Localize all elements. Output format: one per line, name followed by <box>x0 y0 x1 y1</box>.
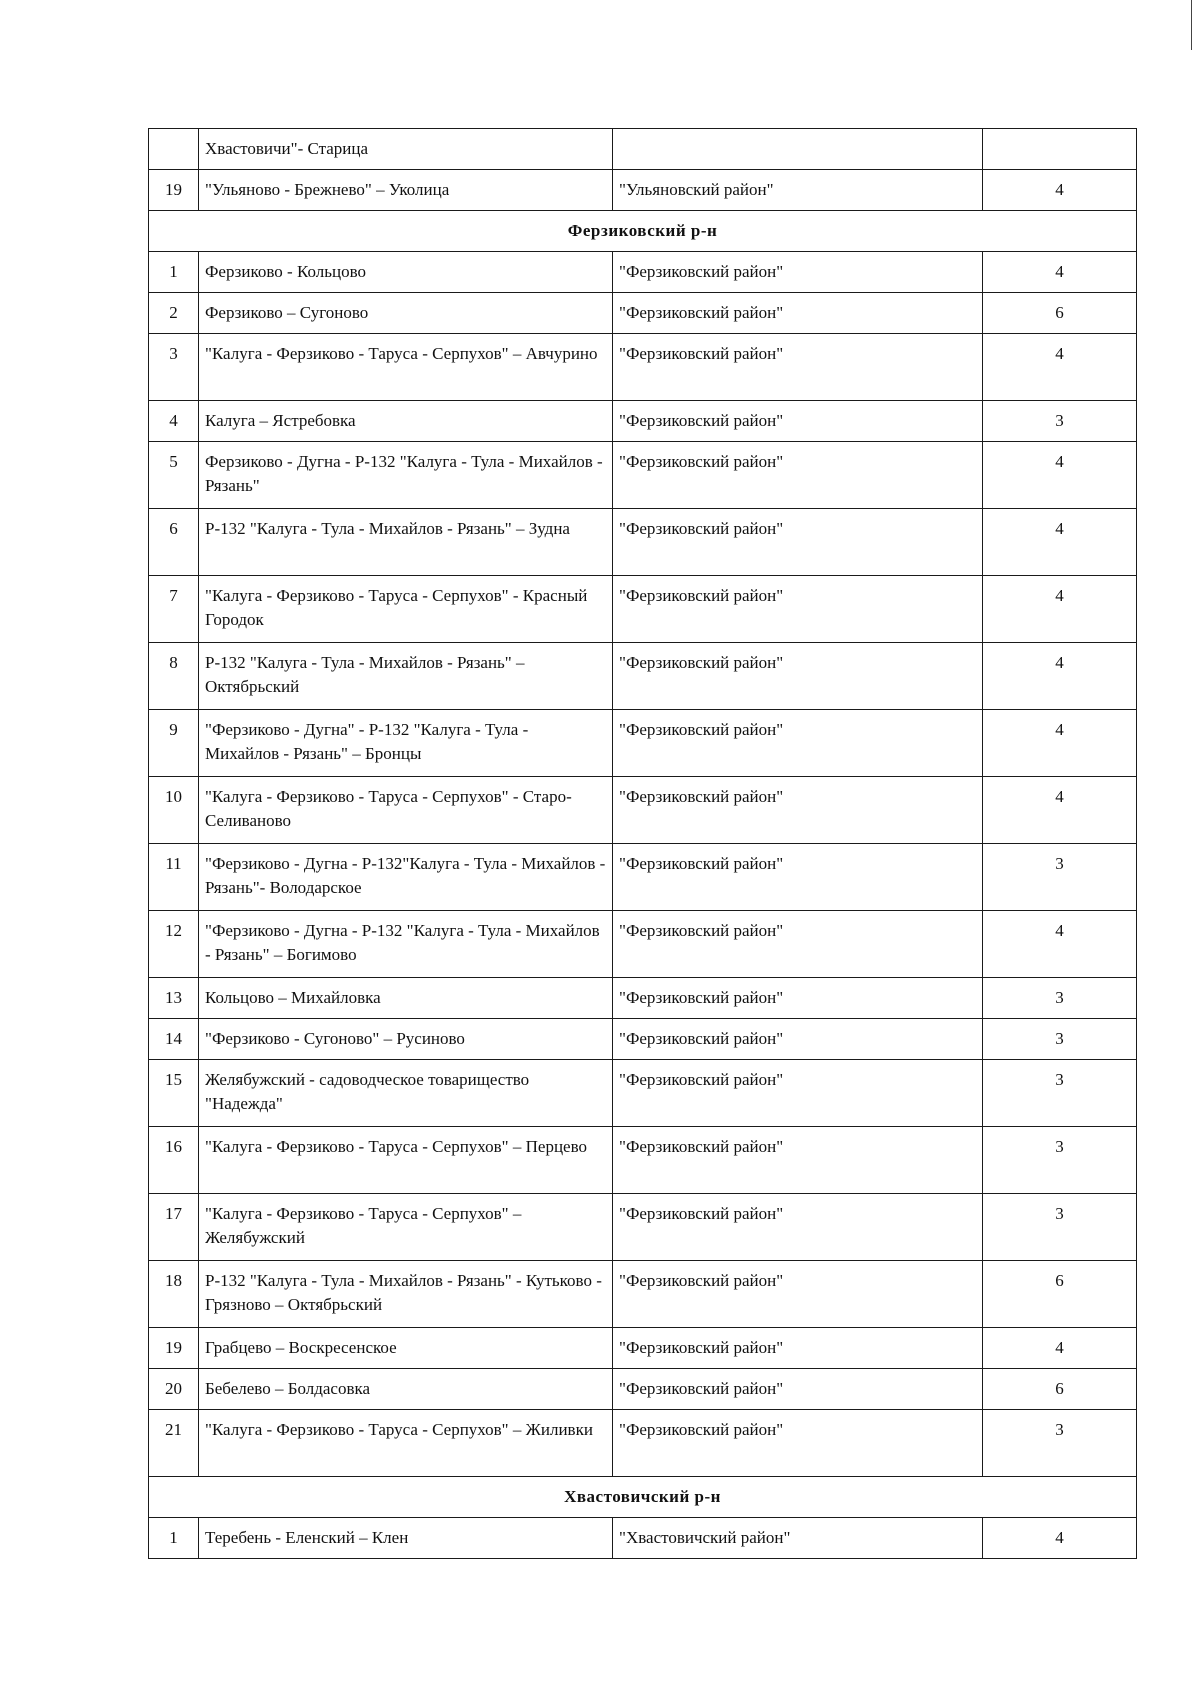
row-number-cell: 1 <box>149 252 199 293</box>
table-row <box>149 293 1137 334</box>
owner-cell: "Ферзиковский район" <box>613 1410 983 1477</box>
route-name-cell: "Калуга - Ферзиково - Таруса - Серпухов" – Жиливки <box>199 1410 613 1477</box>
table-row <box>149 1410 1137 1477</box>
table-row <box>149 252 1137 293</box>
row-number-cell: 8 <box>149 643 199 710</box>
owner-cell: "Ферзиковский район" <box>613 576 983 643</box>
value-cell: 3 <box>983 1194 1137 1261</box>
value-cell: 6 <box>983 1261 1137 1328</box>
table-row <box>149 334 1137 401</box>
owner-cell: "Ферзиковский район" <box>613 1127 983 1194</box>
value-cell: 3 <box>983 1019 1137 1060</box>
route-name-cell: "Ферзиково - Сугоново" – Русиново <box>199 1019 613 1060</box>
route-name-cell: "Калуга - Ферзиково - Таруса - Серпухов" – Авчурино <box>199 334 613 401</box>
row-number-cell: 12 <box>149 911 199 978</box>
row-number-cell: 17 <box>149 1194 199 1261</box>
page-edge-line <box>1191 0 1192 50</box>
row-number-cell: 13 <box>149 978 199 1019</box>
table-row <box>149 978 1137 1019</box>
value-cell: 3 <box>983 401 1137 442</box>
owner-cell: "Ферзиковский район" <box>613 1369 983 1410</box>
route-name-cell: Грабцево – Воскресенское <box>199 1328 613 1369</box>
value-cell: 4 <box>983 643 1137 710</box>
row-number-cell: 6 <box>149 509 199 576</box>
row-number-cell: 9 <box>149 710 199 777</box>
section-header-row <box>149 211 1137 252</box>
table-row <box>149 911 1137 978</box>
row-number-cell: 5 <box>149 442 199 509</box>
row-number-cell: 18 <box>149 1261 199 1328</box>
route-name-cell: "Ферзиково - Дугна - Р-132 "Калуга - Тула - Михайлов - Рязань" – Богимово <box>199 911 613 978</box>
table-row <box>149 442 1137 509</box>
row-number-cell: 20 <box>149 1369 199 1410</box>
value-cell: 3 <box>983 844 1137 911</box>
roads-table <box>148 128 1137 1559</box>
value-cell: 4 <box>983 334 1137 401</box>
table-row <box>149 1194 1137 1261</box>
row-number-cell <box>149 129 199 170</box>
route-name-cell: Р-132 "Калуга - Тула - Михайлов - Рязань" – Октябрьский <box>199 643 613 710</box>
table-row <box>149 643 1137 710</box>
owner-cell: "Ферзиковский район" <box>613 1328 983 1369</box>
table-row <box>149 1261 1137 1328</box>
value-cell: 4 <box>983 911 1137 978</box>
table-row <box>149 844 1137 911</box>
value-cell: 4 <box>983 509 1137 576</box>
section-title: Хвастовичский р-н <box>149 1477 1137 1518</box>
value-cell: 4 <box>983 1328 1137 1369</box>
route-name-cell: "Ульяново - Брежнево" – Уколица <box>199 170 613 211</box>
row-number-cell: 3 <box>149 334 199 401</box>
value-cell: 3 <box>983 1127 1137 1194</box>
row-number-cell: 16 <box>149 1127 199 1194</box>
table-row <box>149 129 1137 170</box>
owner-cell: "Ферзиковский район" <box>613 293 983 334</box>
value-cell: 4 <box>983 777 1137 844</box>
owner-cell: "Ферзиковский район" <box>613 978 983 1019</box>
value-cell: 4 <box>983 1518 1137 1559</box>
table-row <box>149 710 1137 777</box>
owner-cell <box>613 129 983 170</box>
table-row <box>149 1328 1137 1369</box>
route-name-cell: Р-132 "Калуга - Тула - Михайлов - Рязань" – Зудна <box>199 509 613 576</box>
table-row <box>149 1019 1137 1060</box>
value-cell: 6 <box>983 293 1137 334</box>
value-cell: 3 <box>983 978 1137 1019</box>
row-number-cell: 19 <box>149 170 199 211</box>
row-number-cell: 19 <box>149 1328 199 1369</box>
owner-cell: "Ферзиковский район" <box>613 1194 983 1261</box>
route-name-cell: Бебелево – Болдасовка <box>199 1369 613 1410</box>
route-name-cell: Р-132 "Калуга - Тула - Михайлов - Рязань" - Кутьково - Грязново – Октябрьский <box>199 1261 613 1328</box>
owner-cell: "Ферзиковский район" <box>613 252 983 293</box>
route-name-cell: Хвастовичи"- Старица <box>199 129 613 170</box>
value-cell: 4 <box>983 576 1137 643</box>
value-cell: 4 <box>983 710 1137 777</box>
roads-table-body <box>149 129 1137 1559</box>
row-number-cell: 10 <box>149 777 199 844</box>
owner-cell: "Ферзиковский район" <box>613 844 983 911</box>
owner-cell: "Ферзиковский район" <box>613 509 983 576</box>
owner-cell: "Ферзиковский район" <box>613 1060 983 1127</box>
table-row <box>149 1060 1137 1127</box>
table-row <box>149 1369 1137 1410</box>
route-name-cell: "Ферзиково - Дугна - Р-132"Калуга - Тула - Михайлов - Рязань"- Володарское <box>199 844 613 911</box>
row-number-cell: 7 <box>149 576 199 643</box>
table-row <box>149 777 1137 844</box>
row-number-cell: 11 <box>149 844 199 911</box>
table-row <box>149 1518 1137 1559</box>
section-title: Ферзиковский р-н <box>149 211 1137 252</box>
owner-cell: "Хвастовичский район" <box>613 1518 983 1559</box>
row-number-cell: 14 <box>149 1019 199 1060</box>
value-cell: 3 <box>983 1060 1137 1127</box>
owner-cell: "Ферзиковский район" <box>613 401 983 442</box>
owner-cell: "Ферзиковский район" <box>613 777 983 844</box>
route-name-cell: Ферзиково - Дугна - Р-132 "Калуга - Тула - Михайлов - Рязань" <box>199 442 613 509</box>
table-row <box>149 509 1137 576</box>
value-cell: 6 <box>983 1369 1137 1410</box>
route-name-cell: Теребень - Еленский – Клен <box>199 1518 613 1559</box>
value-cell: 3 <box>983 1410 1137 1477</box>
owner-cell: "Ферзиковский район" <box>613 1261 983 1328</box>
table-row <box>149 170 1137 211</box>
row-number-cell: 15 <box>149 1060 199 1127</box>
route-name-cell: "Калуга - Ферзиково - Таруса - Серпухов" – Перцево <box>199 1127 613 1194</box>
section-header-row <box>149 1477 1137 1518</box>
table-row <box>149 576 1137 643</box>
value-cell <box>983 129 1137 170</box>
route-name-cell: Желябужский - садоводческое товарищество "Надежда" <box>199 1060 613 1127</box>
owner-cell: "Ульяновский район" <box>613 170 983 211</box>
route-name-cell: Калуга – Ястребовка <box>199 401 613 442</box>
owner-cell: "Ферзиковский район" <box>613 710 983 777</box>
row-number-cell: 1 <box>149 1518 199 1559</box>
row-number-cell: 2 <box>149 293 199 334</box>
table-row <box>149 401 1137 442</box>
row-number-cell: 21 <box>149 1410 199 1477</box>
owner-cell: "Ферзиковский район" <box>613 1019 983 1060</box>
owner-cell: "Ферзиковский район" <box>613 911 983 978</box>
route-name-cell: "Калуга - Ферзиково - Таруса - Серпухов" - Старо-Селиваново <box>199 777 613 844</box>
owner-cell: "Ферзиковский район" <box>613 643 983 710</box>
value-cell: 4 <box>983 170 1137 211</box>
value-cell: 4 <box>983 442 1137 509</box>
route-name-cell: "Калуга - Ферзиково - Таруса - Серпухов" - Красный Городок <box>199 576 613 643</box>
table-row <box>149 1127 1137 1194</box>
route-name-cell: Ферзиково - Кольцово <box>199 252 613 293</box>
owner-cell: "Ферзиковский район" <box>613 442 983 509</box>
route-name-cell: Кольцово – Михайловка <box>199 978 613 1019</box>
route-name-cell: "Калуга - Ферзиково - Таруса - Серпухов" – Желябужский <box>199 1194 613 1261</box>
row-number-cell: 4 <box>149 401 199 442</box>
route-name-cell: "Ферзиково - Дугна" - Р-132 "Калуга - Тула - Михайлов - Рязань" – Бронцы <box>199 710 613 777</box>
owner-cell: "Ферзиковский район" <box>613 334 983 401</box>
value-cell: 4 <box>983 252 1137 293</box>
route-name-cell: Ферзиково – Сугоново <box>199 293 613 334</box>
